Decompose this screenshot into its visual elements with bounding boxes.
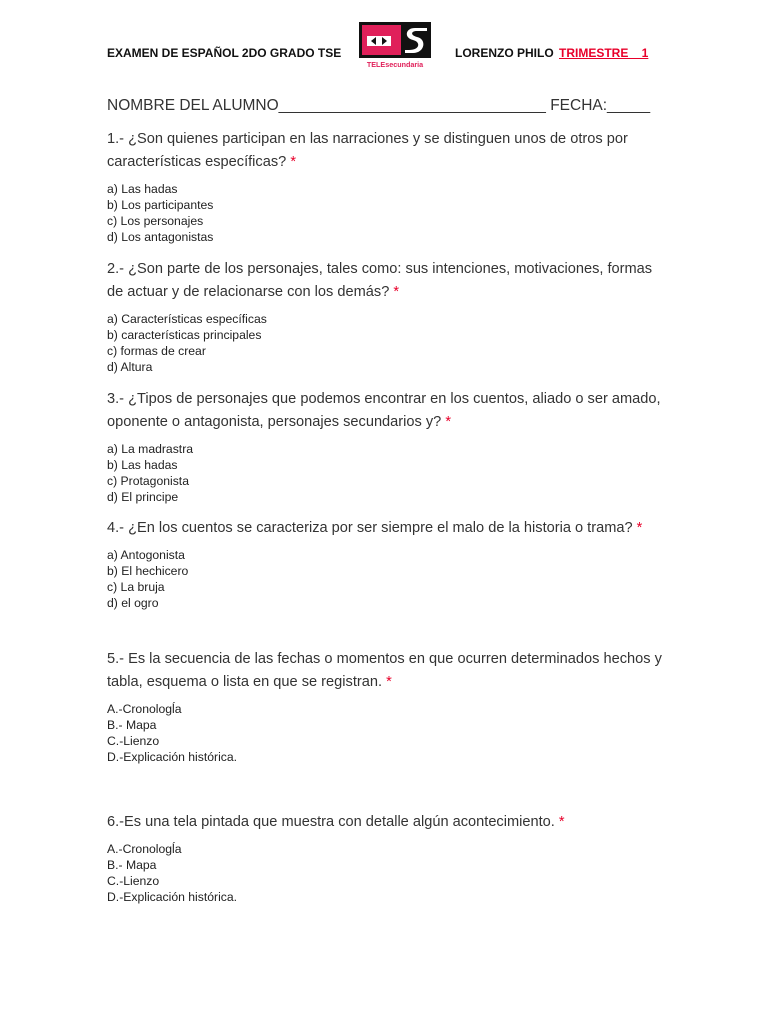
teacher-name: LORENZO PHILO — [455, 46, 554, 60]
question-4 — [107, 517, 667, 611]
question-text: 2.- ¿Son parte de los personajes, tales como: sus intenciones, motivaciones, formas de actuar y de relacionarse con los demás? * — [107, 261, 653, 300]
option-c: C.-Lienzo — [107, 874, 160, 888]
trimester-label: TRIMESTRE 1 — [559, 46, 649, 60]
option-b: b) El hechicero — [107, 564, 189, 578]
option-c: c) Los personajes — [107, 214, 204, 228]
option-a: a) Las hadas — [107, 182, 178, 196]
option-b: b) características principales — [107, 328, 262, 342]
required-asterisk: * — [290, 154, 297, 170]
question-text: 3.- ¿Tipos de personajes que podemos encontrar en los cuentos, aliado o ser amado, oponente o antagonista, personajes secundarios y? * — [107, 391, 661, 430]
option-c: C.-Lienzo — [107, 734, 160, 748]
option-d: d) el ogro — [107, 596, 159, 610]
required-asterisk: * — [393, 284, 400, 300]
option-a: a) Características específicas — [107, 312, 267, 326]
question-3 — [107, 388, 667, 505]
option-d: d) Los antagonistas — [107, 230, 214, 244]
required-asterisk: * — [558, 814, 565, 830]
required-asterisk: * — [386, 674, 392, 690]
option-a: a) La madrastra — [107, 442, 194, 456]
option-c: c) formas de crear — [107, 344, 206, 358]
option-c: c) Protagonista — [107, 474, 189, 488]
telesecundaria-logo — [357, 22, 433, 70]
option-a: a) Antogonista — [107, 548, 185, 562]
option-a: A.-Cronologĺa — [107, 842, 182, 856]
required-asterisk: * — [636, 520, 643, 536]
question-text: 5.- Es la secuencia de las fechas o momentos en que ocurren determinados hechos y tabla, esquema o lista en que se registran. * — [107, 651, 662, 690]
question-text: 6.-Es una tela pintada que muestra con detalle algún acontecimiento. * — [107, 814, 565, 830]
option-b: b) Los participantes — [107, 198, 214, 212]
options-list — [107, 311, 667, 375]
options-list — [107, 547, 667, 611]
student-name-date-line: NOMBRE DEL ALUMNO_______________________________ FECHA:_____ — [107, 97, 651, 114]
required-asterisk: * — [445, 414, 452, 430]
exam-title: EXAMEN DE ESPAÑOL 2DO GRADO TSE — [107, 46, 342, 60]
option-b: B.- Mapa — [107, 718, 157, 732]
question-1 — [107, 128, 667, 245]
options-list — [107, 181, 667, 245]
option-d: D.-Explicación histórica. — [107, 890, 238, 904]
options-list — [107, 441, 667, 505]
question-2 — [107, 258, 667, 375]
options-list — [107, 841, 667, 905]
option-d: d) Altura — [107, 360, 153, 374]
option-b: b) Las hadas — [107, 458, 178, 472]
option-a: A.-Cronologĺa — [107, 702, 182, 716]
options-list — [107, 701, 667, 765]
question-6 — [107, 811, 667, 905]
option-d: D.-Explicación histórica. — [107, 750, 238, 764]
option-c: c) La bruja — [107, 580, 165, 594]
question-5 — [107, 648, 667, 765]
question-text: 4.- ¿En los cuentos se caracteriza por ser siempre el malo de la historia o trama? * — [107, 520, 643, 536]
logo-text: TELEsecundaria — [366, 60, 424, 69]
option-b: B.- Mapa — [107, 858, 157, 872]
question-text: 1.- ¿Son quienes participan en las narraciones y se distinguen unos de otros por características específicas? * — [107, 131, 628, 170]
option-d: d) El principe — [107, 490, 179, 504]
